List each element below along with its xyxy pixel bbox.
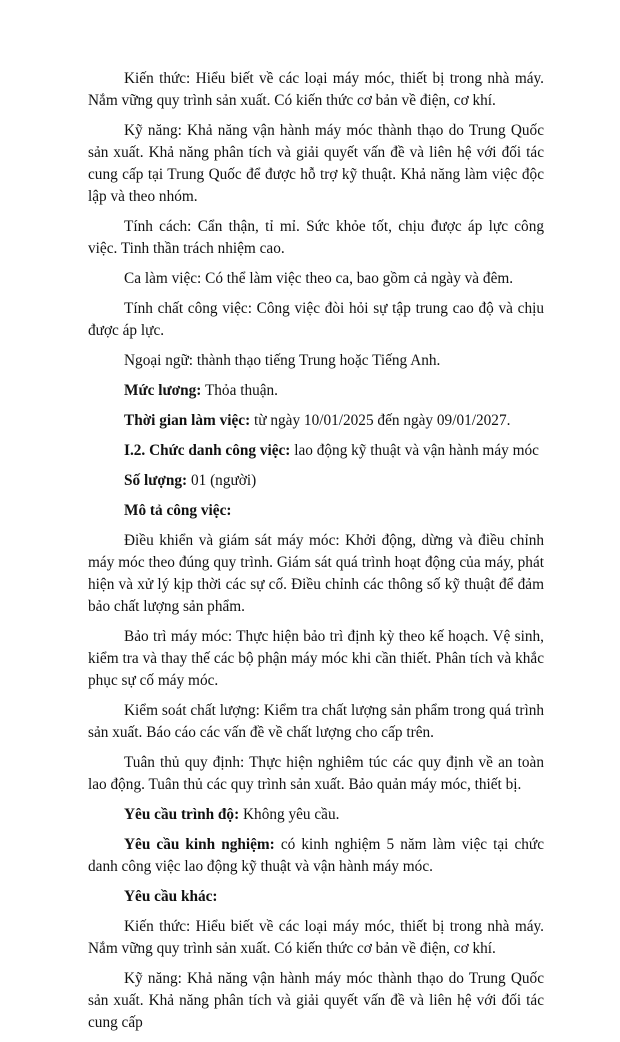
paragraph-maintenance: Bảo trì máy móc: Thực hiện bảo trì định kỳ theo kế hoạch. Vệ sinh, kiểm tra và thay thế các bộ phận máy móc khi cần thiết. Phân tích và khắc phục sự cố máy móc. <box>88 628 544 689</box>
paragraph-skills: Kỹ năng: Khả năng vận hành máy móc thành thạo do Trung Quốc sản xuất. Khả năng phân tích và giải quyết vấn đề và liên hệ với đối tác cung cấp tại Trung Quốc để được hỗ trợ kỹ thuật. Khả năng làm việc độc lập và theo nhóm. <box>88 122 544 205</box>
paragraph-language: Ngoại ngữ: thành thạo tiếng Trung hoặc Tiếng Anh. <box>124 352 441 369</box>
paragraph-skills-2: Kỹ năng: Khả năng vận hành máy móc thành thạo do Trung Quốc sản xuất. Khả năng phân tích và giải quyết vấn đề và liên hệ với đối tác cung cấp <box>88 970 544 1031</box>
paragraph-salary: Mức lương: Thỏa thuận. <box>124 382 279 399</box>
paragraph-personality: Tính cách: Cẩn thận, tỉ mỉ. Sức khỏe tốt, chịu được áp lực công việc. Tinh thần trách nhiệm cao. <box>88 218 544 257</box>
paragraph-compliance: Tuân thủ quy định: Thực hiện nghiêm túc các quy định về an toàn lao động. Tuân thủ các quy trình sản xuất. Bảo quản máy móc, thiết bị. <box>88 754 544 793</box>
paragraph-experience-requirement: Yêu cầu kinh nghiệm: có kinh nghiệm 5 năm làm việc tại chức danh công việc lao động kỹ thuật và vận hành máy móc. <box>88 836 544 875</box>
paragraph-machine-control: Điều khiển và giám sát máy móc: Khởi động, dừng và điều chỉnh máy móc theo đúng quy trình. Giám sát quá trình hoạt động của máy, phát hiện và xử lý kịp thời các sự cố. Điều chỉnh các thông số kỹ thuật để đảm bảo chất lượng sản phẩm. <box>88 532 544 615</box>
paragraph-job-nature: Tính chất công việc: Công việc đòi hỏi sự tập trung cao độ và chịu được áp lực. <box>88 300 544 339</box>
paragraph-other-requirements-heading: Yêu cầu khác: <box>124 888 218 905</box>
paragraph-work-period: Thời gian làm việc: từ ngày 10/01/2025 đến ngày 09/01/2027. <box>124 412 511 429</box>
paragraph-shift: Ca làm việc: Có thể làm việc theo ca, bao gồm cả ngày và đêm. <box>124 270 514 287</box>
paragraph-job-title: I.2. Chức danh công việc: lao động kỹ thuật và vận hành máy móc <box>124 442 539 459</box>
paragraph-quality-control: Kiểm soát chất lượng: Kiểm tra chất lượng sản phẩm trong quá trình sản xuất. Báo cáo các vấn đề về chất lượng cho cấp trên. <box>88 702 544 741</box>
document-page <box>88 68 544 1042</box>
paragraph-knowledge: Kiến thức: Hiểu biết về các loại máy móc, thiết bị trong nhà máy. Nắm vững quy trình sản xuất. Có kiến thức cơ bản về điện, cơ khí. <box>88 70 544 109</box>
paragraph-job-description-heading: Mô tả công việc: <box>124 502 232 519</box>
paragraph-knowledge-2: Kiến thức: Hiểu biết về các loại máy móc, thiết bị trong nhà máy. Nắm vững quy trình sản xuất. Có kiến thức cơ bản về điện, cơ khí. <box>88 918 544 957</box>
paragraph-quantity: Số lượng: 01 (người) <box>124 472 257 489</box>
paragraph-education-requirement: Yêu cầu trình độ: Không yêu cầu. <box>124 806 340 823</box>
